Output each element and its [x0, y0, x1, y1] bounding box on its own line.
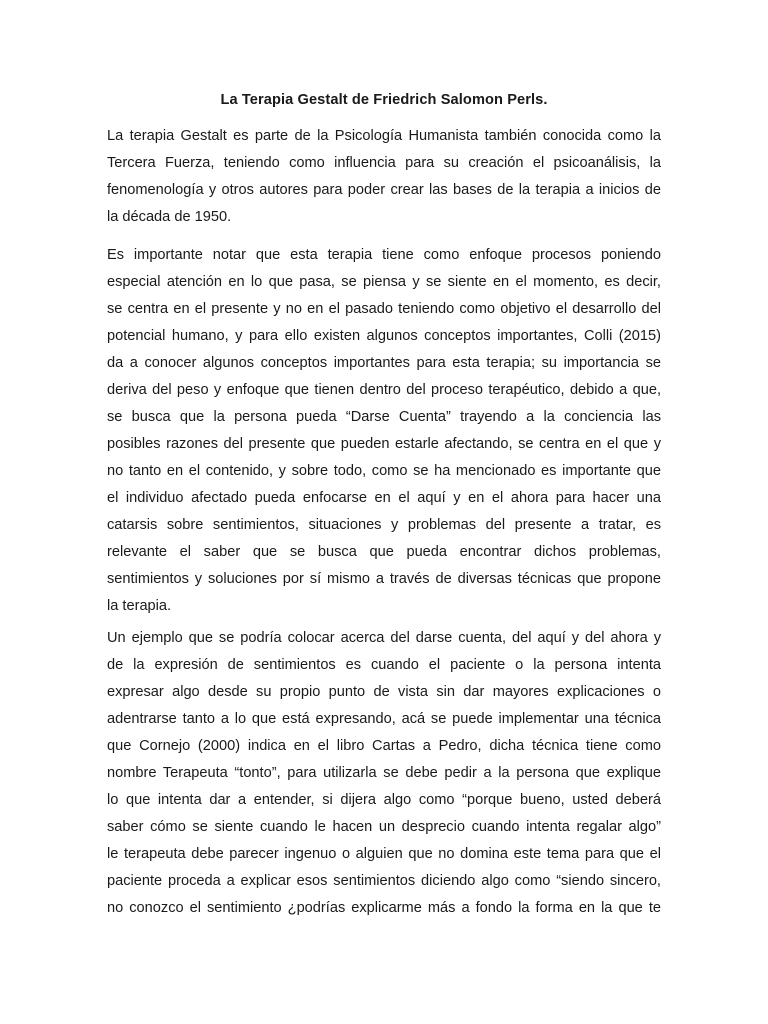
- text-line: el individuo afectado pueda enfocarse en el aquí y en el ahora para hacer una: [107, 490, 661, 506]
- text-line: deriva del peso y enfoque que tienen dentro del proceso terapéutico, debido a que,: [107, 382, 661, 398]
- document-title: La Terapia Gestalt de Friedrich Salomon Perls.: [220, 92, 548, 108]
- text-line: Un ejemplo que se podría colocar acerca del darse cuenta, del aquí y del ahora y: [107, 630, 661, 646]
- text-line: se busca que la persona pueda “Darse Cuenta” trayendo a la conciencia las: [107, 409, 661, 425]
- text-line: Tercera Fuerza, teniendo como influencia para su creación el psicoanálisis, la: [107, 155, 661, 171]
- text-line: lo que intenta dar a entender, si dijera algo como “porque bueno, usted deberá: [107, 792, 661, 808]
- text-line: potencial humano, y para ello existen algunos conceptos importantes, Colli (2015): [107, 328, 661, 344]
- paragraph-3: [107, 625, 661, 922]
- text-line: la terapia.: [107, 598, 172, 614]
- text-line: se centra en el presente y no en el pasado teniendo como objetivo el desarrollo del: [107, 301, 661, 317]
- text-line: la década de 1950.: [107, 209, 232, 225]
- text-line: que Cornejo (2000) indica en el libro Cartas a Pedro, dicha técnica tiene como: [107, 738, 661, 754]
- text-line: especial atención en lo que pasa, se piensa y se siente en el momento, es decir,: [107, 274, 661, 290]
- text-line: relevante el saber que se busca que pueda encontrar dichos problemas,: [107, 544, 661, 560]
- paragraph-2: [107, 242, 661, 620]
- text-line: La terapia Gestalt es parte de la Psicología Humanista también conocida como la: [107, 128, 661, 144]
- text-line: le terapeuta debe parecer ingenuo o alguien que no domina este tema para que el: [107, 846, 661, 862]
- text-line: no conozco el sentimiento ¿podrías explicarme más a fondo la forma en la que te: [107, 900, 661, 916]
- paragraph-1: [107, 123, 661, 231]
- text-line: fenomenología y otros autores para poder crear las bases de la terapia a inicios de: [107, 182, 661, 198]
- text-line: catarsis sobre sentimientos, situaciones y problemas del presente a tratar, es: [107, 517, 661, 533]
- text-line: sentimientos y soluciones por sí mismo a través de diversas técnicas que propone: [107, 571, 661, 587]
- text-line: paciente proceda a explicar esos sentimientos diciendo algo como “siendo sincero,: [107, 873, 661, 889]
- text-line: de la expresión de sentimientos es cuando el paciente o la persona intenta: [107, 657, 661, 673]
- text-line: posibles razones del presente que pueden estarle afectando, se centra en el que y: [107, 436, 661, 452]
- text-line: nombre Terapeuta “tonto”, para utilizarla se debe pedir a la persona que explique: [107, 765, 661, 781]
- text-line: no tanto en el contenido, y sobre todo, como se ha mencionado es importante que: [107, 463, 661, 479]
- text-line: saber cómo se siente cuando le hacen un desprecio cuando intenta regalar algo”: [107, 819, 661, 835]
- text-line: adentrarse tanto a lo que está expresando, acá se puede implementar una técnica: [107, 711, 661, 727]
- text-line: Es importante notar que esta terapia tiene como enfoque procesos poniendo: [107, 247, 661, 263]
- text-line: expresar algo desde su propio punto de vista sin dar mayores explicaciones o: [107, 684, 661, 700]
- text-line: da a conocer algunos conceptos importantes para esta terapia; su importancia se: [107, 355, 661, 371]
